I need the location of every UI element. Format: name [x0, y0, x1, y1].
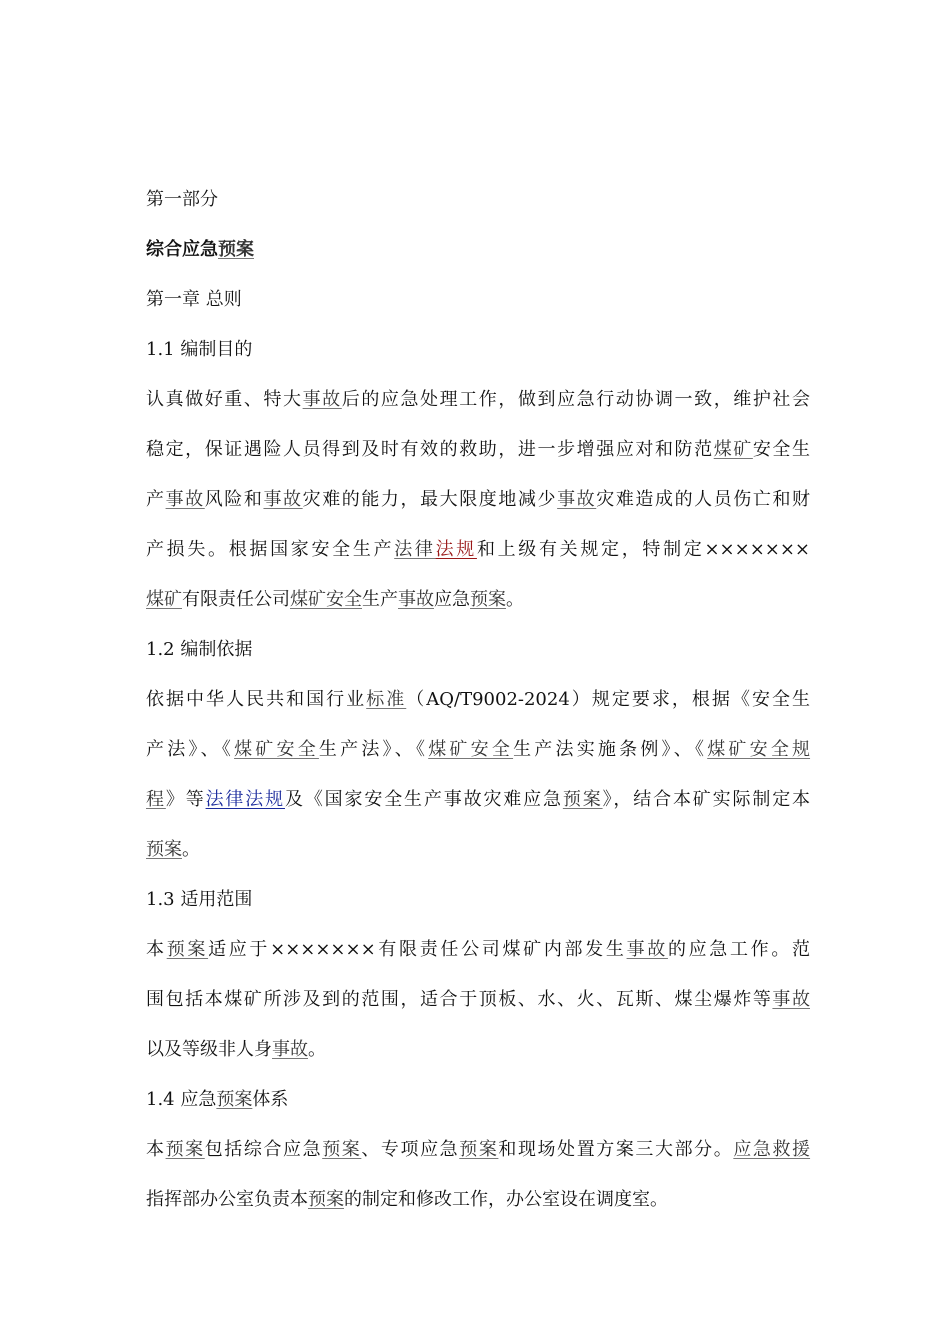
- text: 后的应急处理工作，做到应急行动协调一致，维护社会: [341, 389, 811, 410]
- text: 体系: [252, 1089, 289, 1110]
- text: 生产法》、《: [318, 739, 429, 760]
- text: 》等: [165, 789, 206, 810]
- text: 生产: [362, 589, 398, 610]
- text: 、专项应急: [361, 1139, 460, 1160]
- text: 。: [506, 589, 524, 610]
- text: 》，结合本矿实际制定本: [602, 789, 811, 810]
- keyword-link[interactable]: 法律: [394, 539, 436, 560]
- paragraph-line: [146, 388, 810, 412]
- keyword-link[interactable]: 预案: [216, 1089, 253, 1110]
- text: 应急: [434, 589, 470, 610]
- keyword-link[interactable]: 预案: [146, 839, 182, 860]
- keyword-link[interactable]: 煤矿安全规: [707, 739, 811, 760]
- text: 的应急工作。范: [667, 939, 811, 960]
- paragraph-line: [146, 438, 810, 462]
- text: 认真做好重、特大: [146, 389, 303, 410]
- keyword-link[interactable]: 事故: [302, 389, 342, 410]
- text: 和现场处置方案三大部分。: [498, 1139, 734, 1160]
- text: 适应于×××××××有限责任公司煤矿内部发生: [208, 939, 627, 960]
- paragraph-line: [146, 538, 810, 562]
- keyword-link[interactable]: 煤矿安全: [290, 589, 362, 610]
- paragraph-line: [146, 688, 810, 712]
- text: 及《国家安全生产事故灾难应急: [284, 789, 563, 810]
- keyword-link[interactable]: 事故: [165, 489, 205, 510]
- keyword-link[interactable]: 程: [146, 789, 166, 810]
- text: 产损失。根据国家安全生产: [146, 539, 395, 560]
- keyword-link-blue[interactable]: 法律法规: [205, 789, 285, 810]
- text: 稳定，保证遇险人员得到及时有效的救助，进一步增强应对和防范: [146, 439, 714, 460]
- keyword-link[interactable]: 煤矿: [146, 589, 182, 610]
- paragraph-line: [146, 1138, 810, 1162]
- keyword-link[interactable]: 预案: [562, 789, 603, 810]
- text: （AQ/T9002-2024）规定要求，根据《安全生: [406, 689, 811, 710]
- text: 风险和: [204, 489, 264, 510]
- keyword-link[interactable]: 预案: [470, 589, 506, 610]
- text: 和上级有关规定，特制定×××××××: [476, 539, 811, 560]
- text: 指挥部办公室负责本: [146, 1189, 308, 1210]
- text: 灾难的能力，最大限度地减少: [302, 489, 558, 510]
- paragraph-line: [146, 788, 810, 812]
- keyword-link[interactable]: 预案: [166, 939, 209, 960]
- keyword-link[interactable]: 煤矿安全: [428, 739, 514, 760]
- paragraph-line: [146, 588, 810, 612]
- keyword-link[interactable]: 事故: [626, 939, 668, 960]
- text: 1.4 应急: [146, 1089, 217, 1110]
- paragraph-line: [146, 838, 810, 862]
- text: 。: [182, 839, 200, 860]
- paragraph-line: [146, 488, 810, 512]
- keyword-link[interactable]: 应急救援: [733, 1139, 811, 1160]
- title-link-yuan[interactable]: 预案: [218, 239, 254, 260]
- chapter-heading: 第一章 总则: [146, 289, 242, 310]
- text: 生产法实施条例》、《: [513, 739, 708, 760]
- keyword-link[interactable]: 预案: [322, 1139, 362, 1160]
- text: 的制定和修改工作，办公室设在调度室。: [344, 1189, 668, 1210]
- keyword-link[interactable]: 事故: [263, 489, 303, 510]
- keyword-link[interactable]: 预案: [165, 1139, 205, 1160]
- keyword-link[interactable]: 标准: [366, 689, 407, 710]
- text: 包括综合应急: [204, 1139, 323, 1160]
- text: 围包括本煤矿所涉及到的范围，适合于顶板、水、火、瓦斯、煤尘爆炸等: [146, 989, 773, 1010]
- keyword-link[interactable]: 预案: [308, 1189, 344, 1210]
- part-heading: 第一部分: [146, 189, 218, 210]
- text: 以及等级非人身: [146, 1039, 272, 1060]
- keyword-link-red[interactable]: 法规: [435, 539, 477, 560]
- subsection-1-3: 1.3 适用范围: [146, 889, 253, 910]
- subsection-1-2: 1.2 编制依据: [146, 639, 253, 660]
- paragraph-line: [146, 938, 810, 962]
- keyword-link[interactable]: 煤矿: [713, 439, 753, 460]
- text: 依据中华人民共和国行业: [146, 689, 367, 710]
- keyword-link[interactable]: 煤矿安全: [234, 739, 319, 760]
- keyword-link[interactable]: 事故: [272, 1039, 308, 1060]
- section-title: [146, 238, 810, 262]
- keyword-link[interactable]: 预案: [459, 1139, 499, 1160]
- paragraph-line: [146, 738, 810, 762]
- text: 有限责任公司: [182, 589, 290, 610]
- text: 安全生: [752, 439, 811, 460]
- keyword-link[interactable]: 事故: [557, 489, 597, 510]
- text: 本: [146, 939, 167, 960]
- text: 灾难造成的人员伤亡和财: [596, 489, 811, 510]
- text: 产: [146, 489, 166, 510]
- text: 。: [308, 1039, 326, 1060]
- text: 本: [146, 1139, 166, 1160]
- subsection-1-1: 1.1 编制目的: [146, 339, 253, 360]
- title-text: 综合应急: [146, 239, 218, 260]
- paragraph-line: [146, 988, 810, 1012]
- text: 产法》、《: [146, 739, 235, 760]
- paragraph-line: [146, 1038, 810, 1062]
- subsection-1-4: [146, 1088, 810, 1112]
- keyword-link[interactable]: 事故: [398, 589, 434, 610]
- keyword-link[interactable]: 事故: [772, 989, 810, 1010]
- paragraph-line: [146, 1188, 810, 1212]
